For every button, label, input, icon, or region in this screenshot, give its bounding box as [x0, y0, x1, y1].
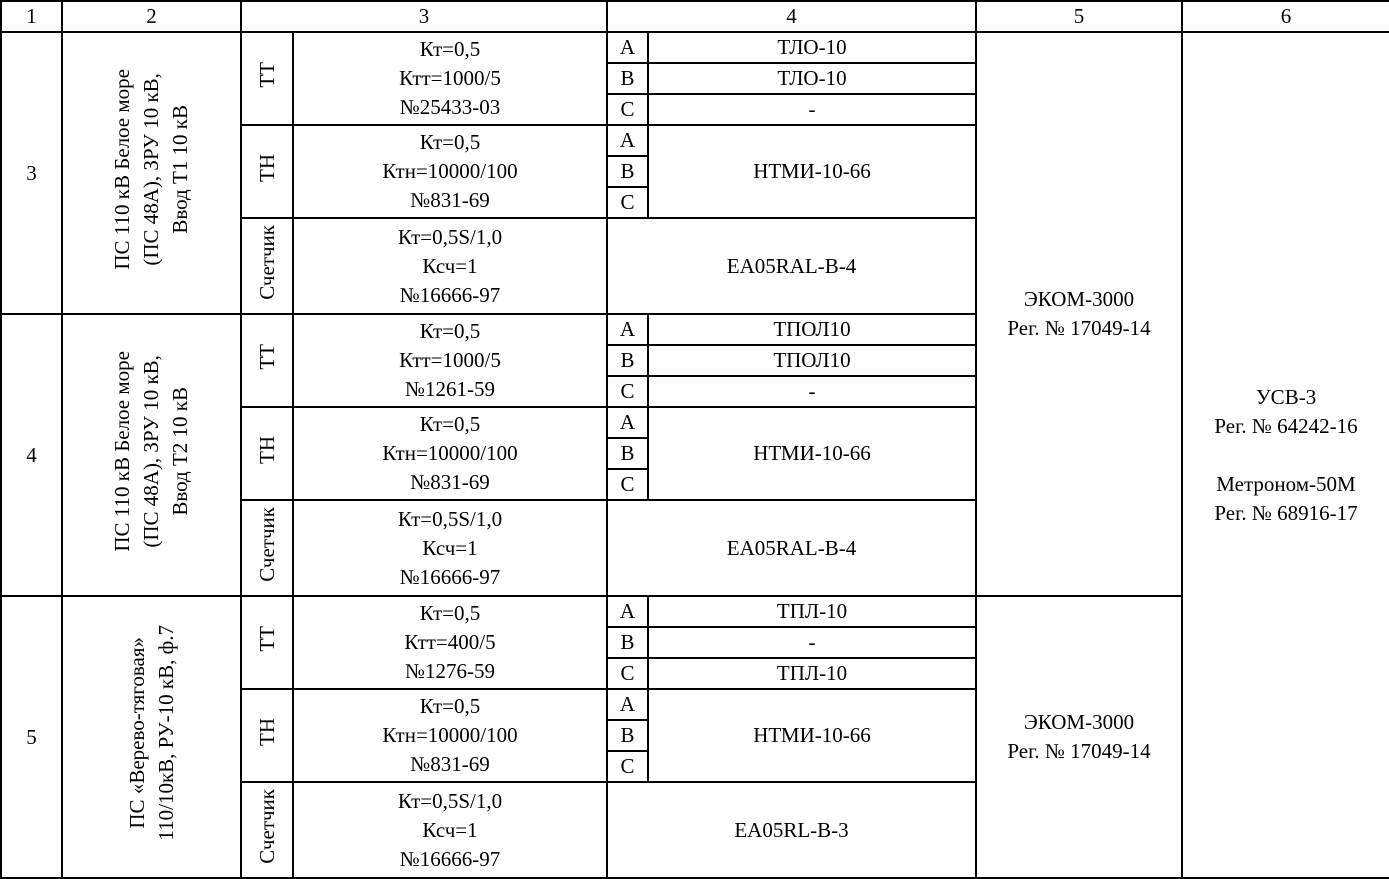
header-col-3: 3	[241, 1, 607, 32]
phase-cell: B	[607, 438, 648, 469]
meter-label: Счетчик	[255, 788, 279, 864]
param-line: Кт=0,5	[419, 319, 481, 343]
tn-params	[293, 689, 607, 782]
tt-label-cell	[241, 596, 293, 689]
place-cell	[62, 314, 241, 596]
tn-label-cell	[241, 407, 293, 500]
ivk-line: Рег. № 17049-14	[1007, 316, 1151, 340]
param-line: №25433-03	[399, 95, 501, 119]
row-number: 5	[1, 596, 62, 878]
param-line: Ктн=10000/100	[382, 159, 518, 183]
header-row	[1, 1, 1389, 32]
phase-cell: A	[607, 596, 648, 627]
tt-model: -	[648, 376, 976, 407]
tt-model: ТЛО-10	[648, 32, 976, 63]
param-line: №16666-97	[399, 846, 501, 871]
tn-model: НТМИ-10-66	[648, 689, 976, 782]
phase-cell: B	[607, 627, 648, 658]
ivk-line: Рег. № 17049-14	[1007, 739, 1151, 763]
place-line: ПС 110 кВ Белое море	[110, 68, 134, 270]
header-col-2: 2	[62, 1, 241, 32]
place-cell	[62, 32, 241, 314]
tn-params	[293, 407, 607, 500]
tt-label-cell	[241, 314, 293, 407]
param-line: Ксч=1	[422, 253, 478, 278]
param-line: №1261-59	[404, 377, 496, 401]
param-line: №831-69	[410, 188, 490, 212]
meter-params	[293, 500, 607, 596]
header-col-4: 4	[607, 1, 976, 32]
param-line: Ктн=10000/100	[382, 723, 518, 747]
tn-model: НТМИ-10-66	[648, 125, 976, 218]
param-line: Кт=0,5	[419, 601, 481, 625]
param-line: Ктн=10000/100	[382, 441, 518, 465]
param-line: №16666-97	[399, 282, 501, 307]
meter-label: Счетчик	[255, 506, 279, 582]
phase-cell: C	[607, 376, 648, 407]
tt-label: ТТ	[255, 343, 279, 370]
phase-cell: C	[607, 658, 648, 689]
phase-cell: A	[607, 407, 648, 438]
tn-label: ТН	[255, 153, 279, 182]
param-line: №1276-59	[404, 659, 496, 683]
meter-label: Счетчик	[255, 224, 279, 300]
place-line: Ввод Т1 10 кВ	[168, 104, 192, 234]
param-line: №831-69	[410, 470, 490, 494]
place-line: Ввод Т2 10 кВ	[168, 386, 192, 516]
table-row	[1, 596, 1389, 627]
tn-label-cell	[241, 125, 293, 218]
tt-params	[293, 32, 607, 125]
param-line: Кт=0,5S/1,0	[397, 506, 503, 531]
phase-cell: B	[607, 345, 648, 376]
tn-label-cell	[241, 689, 293, 782]
tt-params	[293, 596, 607, 689]
sync-gap	[1183, 441, 1389, 470]
place-line: 110/10кВ, РУ-10 кВ, ф.7	[153, 625, 178, 841]
sync-line: Рег. № 68916-17	[1214, 500, 1358, 525]
param-line: №16666-97	[399, 564, 501, 589]
phase-cell: A	[607, 125, 648, 156]
ivk-line: ЭКОМ-3000	[1023, 287, 1135, 311]
tt-model: -	[648, 627, 976, 658]
sync-line: УСВ-3	[1255, 384, 1317, 409]
ivk-line: ЭКОМ-3000	[1023, 710, 1135, 734]
meter-params	[293, 218, 607, 314]
phase-cell: C	[607, 469, 648, 500]
row-number: 4	[1, 314, 62, 596]
param-line: Кт=0,5	[419, 412, 481, 436]
tt-model: ТПЛ-10	[648, 658, 976, 689]
param-line: Кт=0,5	[419, 130, 481, 154]
param-line: Кт=0,5	[419, 694, 481, 718]
meter-label-cell	[241, 782, 293, 878]
tt-label: ТТ	[255, 625, 279, 652]
tn-label: ТН	[255, 435, 279, 464]
row-number: 3	[1, 32, 62, 314]
table-row	[1, 32, 1389, 63]
param-line: Ксч=1	[422, 535, 478, 560]
meter-model: EA05RL-B-3	[607, 782, 976, 878]
place-line: (ПС 48А), ЗРУ 10 кВ,	[139, 354, 163, 548]
tt-model: ТПЛ-10	[648, 596, 976, 627]
tt-model: -	[648, 94, 976, 125]
phase-cell: C	[607, 94, 648, 125]
tt-model: ТЛО-10	[648, 63, 976, 94]
header-col-6: 6	[1182, 1, 1389, 32]
phase-cell: A	[607, 314, 648, 345]
tn-model: НТМИ-10-66	[648, 407, 976, 500]
phase-cell: C	[607, 187, 648, 218]
ivk-cell	[976, 32, 1182, 596]
phase-cell: A	[607, 32, 648, 63]
param-line: Кт=0,5	[419, 37, 481, 61]
param-line: Кт=0,5S/1,0	[397, 788, 503, 813]
place-line: (ПС 48А), ЗРУ 10 кВ,	[139, 72, 163, 266]
param-line: Кт=0,5S/1,0	[397, 224, 503, 249]
param-line: Ктт=400/5	[404, 630, 496, 654]
param-line: Ксч=1	[422, 817, 478, 842]
phase-cell: B	[607, 156, 648, 187]
param-line: Ктт=1000/5	[399, 348, 501, 372]
meter-label-cell	[241, 500, 293, 596]
sync-cell	[1182, 32, 1389, 878]
param-line: Ктт=1000/5	[399, 66, 501, 90]
tt-label-cell	[241, 32, 293, 125]
tn-params	[293, 125, 607, 218]
sync-line: Рег. № 64242-16	[1214, 413, 1358, 438]
phase-cell: B	[607, 720, 648, 751]
tt-model: ТПОЛ10	[648, 314, 976, 345]
tt-params	[293, 314, 607, 407]
meter-label-cell	[241, 218, 293, 314]
ivk-cell	[976, 596, 1182, 878]
meter-params	[293, 782, 607, 878]
phase-cell: B	[607, 63, 648, 94]
sync-line: Метроном-50М	[1216, 471, 1356, 496]
header-col-5: 5	[976, 1, 1182, 32]
header-col-1: 1	[1, 1, 62, 32]
place-cell	[62, 596, 241, 878]
tt-model: ТПОЛ10	[648, 345, 976, 376]
place-line: ПС 110 кВ Белое море	[110, 350, 134, 552]
tt-label: ТТ	[255, 61, 279, 88]
meter-model: EA05RAL-B-4	[607, 218, 976, 314]
phase-cell: A	[607, 689, 648, 720]
phase-cell: C	[607, 751, 648, 782]
tn-label: ТН	[255, 717, 279, 746]
place-line: ПС «Верево-тяговая»	[124, 637, 149, 829]
meter-model: EA05RAL-B-4	[607, 500, 976, 596]
param-line: №831-69	[410, 752, 490, 776]
